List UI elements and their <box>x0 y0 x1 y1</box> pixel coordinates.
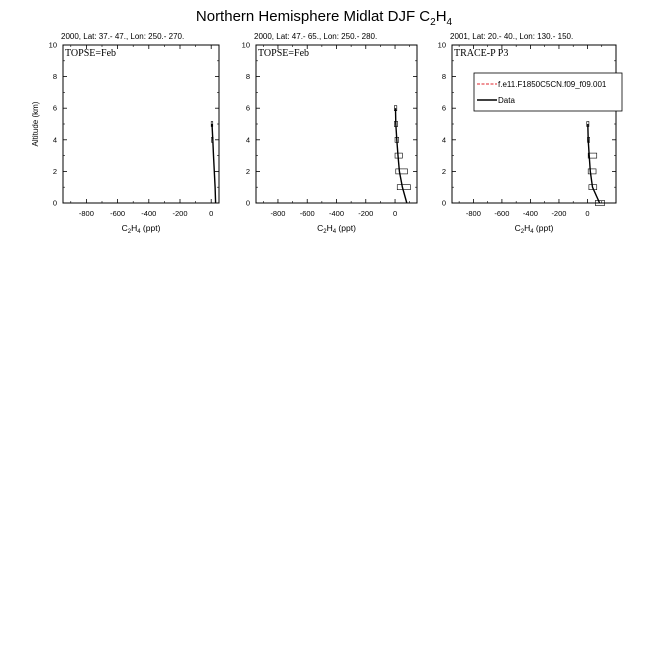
y-axis-label: Altitude (km) <box>31 101 40 147</box>
x-tick-label: -600 <box>110 209 126 218</box>
x-tick-label: -200 <box>172 209 188 218</box>
error-box <box>396 169 408 174</box>
x-tick-label: -400 <box>141 209 157 218</box>
y-tick-label: 8 <box>245 72 250 82</box>
x-tick-label: -200 <box>358 209 374 218</box>
y-tick-label: 2 <box>245 166 250 176</box>
x-axis-label: $C_2H_4$ (ppt) <box>317 223 356 235</box>
y-tick-label: 8 <box>52 72 57 82</box>
plot-frame <box>256 45 417 203</box>
x-tick-label: -800 <box>78 209 94 218</box>
x-axis-label: $C_2H_4$ (ppt) <box>514 223 554 235</box>
chart-panel-2 <box>242 32 417 235</box>
chart-panel-1 <box>31 32 219 235</box>
error-box <box>397 185 410 190</box>
y-tick-label: 4 <box>52 135 57 145</box>
error-box <box>588 169 596 174</box>
campaign-label: TOPSE=Feb <box>258 48 310 59</box>
y-tick-label: 0 <box>52 198 57 208</box>
x-tick-label: -800 <box>270 209 286 218</box>
y-tick-label: 6 <box>245 103 250 113</box>
legend <box>474 73 622 111</box>
x-tick-label: 0 <box>585 209 590 218</box>
legend-box <box>474 73 622 111</box>
panel-subtitle: 2000, Lat: 47.- 65., Lon: 250.- 280. <box>254 32 378 41</box>
plot-frame <box>63 45 219 203</box>
y-tick-label: 2 <box>52 166 57 176</box>
y-tick-label: 2 <box>441 166 446 176</box>
campaign-label: TRACE-P P3 <box>454 48 509 59</box>
y-tick-label: 10 <box>437 40 446 50</box>
x-tick-label: -800 <box>465 209 481 218</box>
legend-label: Data <box>498 96 515 105</box>
chart-panel-3 <box>438 32 616 235</box>
series-line-data <box>588 124 600 203</box>
figure-title: Northern Hemisphere Midlat DJF $C_2H_4$ <box>195 8 453 28</box>
series-line-data <box>212 124 216 203</box>
panel-subtitle: 2001, Lat: 20.- 40., Lon: 130.- 150. <box>450 32 574 41</box>
y-tick-label: 10 <box>241 40 250 50</box>
y-tick-label: 4 <box>245 135 250 145</box>
y-tick-label: 10 <box>48 40 57 50</box>
campaign-label: TOPSE=Feb <box>65 48 117 59</box>
x-tick-label: -400 <box>328 209 345 218</box>
y-tick-label: 8 <box>441 72 446 82</box>
y-tick-label: 4 <box>441 135 446 145</box>
x-tick-label: -200 <box>551 209 567 218</box>
y-tick-label: 6 <box>52 103 57 113</box>
x-tick-label: -600 <box>299 209 315 218</box>
x-tick-label: 0 <box>392 209 398 218</box>
panel-subtitle: 2000, Lat: 37.- 47., Lon: 250.- 270. <box>61 32 185 41</box>
x-tick-label: -600 <box>494 209 510 218</box>
x-tick-label: -400 <box>522 209 538 218</box>
y-tick-label: 0 <box>245 198 250 208</box>
y-tick-label: 0 <box>441 198 446 208</box>
x-tick-label: 0 <box>209 209 214 218</box>
y-tick-label: 6 <box>441 103 446 113</box>
legend-label: f.e11.F1850C5CN.f09_f09.001 <box>498 80 607 89</box>
x-axis-label: $C_2H_4$ (ppt) <box>121 223 161 235</box>
